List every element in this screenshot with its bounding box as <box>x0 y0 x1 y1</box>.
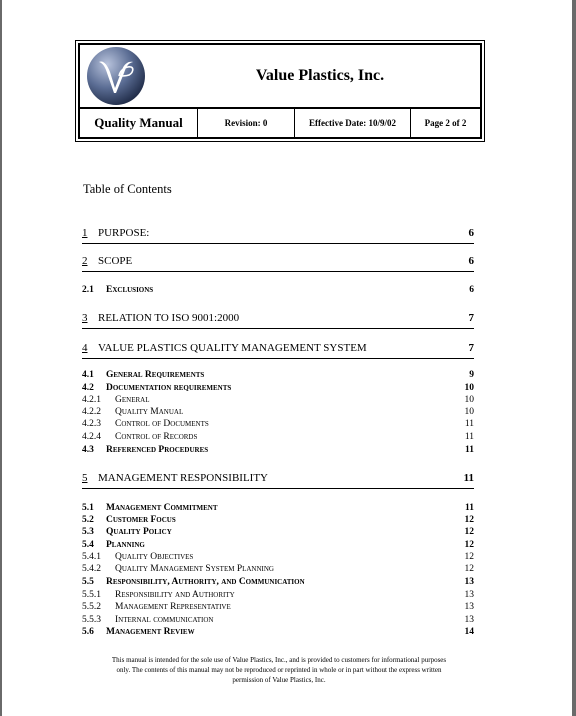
toc-num: 5.1 <box>82 503 94 513</box>
toc-entry[interactable] <box>82 255 474 272</box>
toc-page: 12 <box>464 515 474 525</box>
toc-page: 7 <box>468 342 474 354</box>
toc-page: 13 <box>464 590 474 600</box>
toc-label: Management Review <box>106 627 195 637</box>
document-header <box>78 43 482 139</box>
page-number: Page 2 of 2 <box>424 118 467 128</box>
toc-page: 11 <box>463 472 474 484</box>
toc-entry[interactable] <box>82 419 474 432</box>
toc-page: 12 <box>464 540 474 550</box>
company-name: Value Plastics, Inc. <box>255 67 385 84</box>
toc-num: 4.2.4 <box>82 432 101 442</box>
toc-entry[interactable] <box>82 370 474 383</box>
toc-page: 6 <box>468 255 474 267</box>
toc-num: 4.2.3 <box>82 419 101 429</box>
toc-page: 10 <box>464 395 474 405</box>
toc-label: PURPOSE: <box>98 227 150 239</box>
toc-label: Control of Records <box>115 432 198 442</box>
footer-line: permission of Value Plastics, Inc. <box>232 676 326 684</box>
toc-num: 5.6 <box>82 627 94 637</box>
toc-label: MANAGEMENT RESPONSIBILITY <box>98 472 268 484</box>
header-top <box>80 45 480 109</box>
toc-label: Responsibility and Authority <box>115 590 235 600</box>
toc-label: Exclusions <box>106 285 154 295</box>
toc-label: Documentation requirements <box>106 383 232 393</box>
toc-page: 13 <box>464 602 474 612</box>
toc-page: 11 <box>464 419 474 429</box>
toc-num: 4.2 <box>82 383 94 393</box>
footer-line: This manual is intended for the sole use of Value Plastics, Inc., and is provided to customers for informational purposes <box>111 656 447 664</box>
toc-num: 1 <box>82 227 88 239</box>
toc-label: RELATION TO ISO 9001:2000 <box>98 312 240 324</box>
toc-num: 5 <box>82 472 88 484</box>
toc-page: 6 <box>468 227 474 239</box>
toc-label: Quality Objectives <box>115 552 194 562</box>
toc-label: Referenced Procedures <box>106 445 209 455</box>
doc-title: Quality Manual <box>80 109 198 137</box>
toc-label: VALUE PLASTICS QUALITY MANAGEMENT SYSTEM <box>98 342 367 354</box>
toc-label: Quality Manual <box>115 407 184 417</box>
toc-label: Planning <box>106 540 145 550</box>
toc-num: 5.2 <box>82 515 94 525</box>
toc-num: 4.3 <box>82 445 94 455</box>
toc-page: 11 <box>465 445 474 455</box>
toc-entry[interactable] <box>82 285 474 298</box>
toc-label: General Requirements <box>106 370 205 380</box>
toc-page: 12 <box>464 564 474 574</box>
value-plastics-logo <box>86 46 146 106</box>
toc-label: Responsibility, Authority, and Communication <box>106 577 305 587</box>
footer-line: only. The contents of this manual may not be reproduced or reprinted in whole or in part without the express written <box>116 666 442 674</box>
toc-entry[interactable] <box>82 342 474 359</box>
toc-page: 12 <box>464 552 474 562</box>
toc-num: 2 <box>82 255 88 267</box>
effective-date: Effective Date: 10/9/02 <box>295 109 411 137</box>
toc-label: Internal communication <box>115 615 214 625</box>
toc-num: 4.1 <box>82 370 94 380</box>
footer-disclaimer <box>82 655 476 685</box>
toc-page: 13 <box>464 577 474 587</box>
toc-page: 6 <box>469 285 474 295</box>
toc-num: 5.5.2 <box>82 602 101 612</box>
toc-num: 5.5.3 <box>82 615 101 625</box>
toc-page: 9 <box>469 370 474 380</box>
toc-label: Customer Focus <box>106 515 176 525</box>
toc-entry[interactable] <box>82 227 474 244</box>
toc-page: 11 <box>464 432 474 442</box>
toc-page: 14 <box>464 627 474 637</box>
toc-num: 4.2.1 <box>82 395 101 405</box>
toc-page: 10 <box>464 383 474 393</box>
page-edge-left <box>0 0 2 716</box>
toc-entry[interactable] <box>82 312 474 329</box>
toc-page: 12 <box>464 527 474 537</box>
toc-title: Table of Contents <box>83 182 172 196</box>
toc-entry[interactable] <box>82 527 474 540</box>
toc-page: 11 <box>465 503 474 513</box>
toc-num: 4.2.2 <box>82 407 101 417</box>
toc-num: 5.3 <box>82 527 94 537</box>
toc-num: 5.4.2 <box>82 564 101 574</box>
toc-label: Management Commitment <box>106 503 218 513</box>
toc-page: 10 <box>464 407 474 417</box>
toc-num: 5.4 <box>82 540 94 550</box>
toc-label: Management Representative <box>115 602 231 612</box>
toc-page: 7 <box>468 312 474 324</box>
revision: Revision: 0 <box>198 109 295 137</box>
page-edge-right <box>572 0 576 716</box>
toc-label: Quality Management System Planning <box>115 564 274 574</box>
toc-label: Quality Policy <box>106 527 172 537</box>
toc-num: 3 <box>82 312 88 324</box>
toc-num: 2.1 <box>82 285 94 295</box>
toc-entry[interactable] <box>82 627 474 640</box>
toc-num: 5.5 <box>82 577 94 587</box>
header-info-row <box>80 109 480 137</box>
toc-label: SCOPE <box>98 255 133 267</box>
toc-label: Control of Documents <box>115 419 209 429</box>
toc-entry[interactable] <box>82 432 474 445</box>
toc-entry[interactable] <box>82 577 474 590</box>
toc-num: 5.5.1 <box>82 590 101 600</box>
toc-page: 13 <box>464 615 474 625</box>
toc-entry[interactable] <box>82 564 474 577</box>
toc-entry[interactable] <box>82 445 474 458</box>
toc-entry[interactable] <box>82 472 474 489</box>
toc-entry[interactable] <box>82 602 474 615</box>
toc-label: General <box>115 395 150 405</box>
toc-num: 5.4.1 <box>82 552 101 562</box>
toc-num: 4 <box>82 342 88 354</box>
